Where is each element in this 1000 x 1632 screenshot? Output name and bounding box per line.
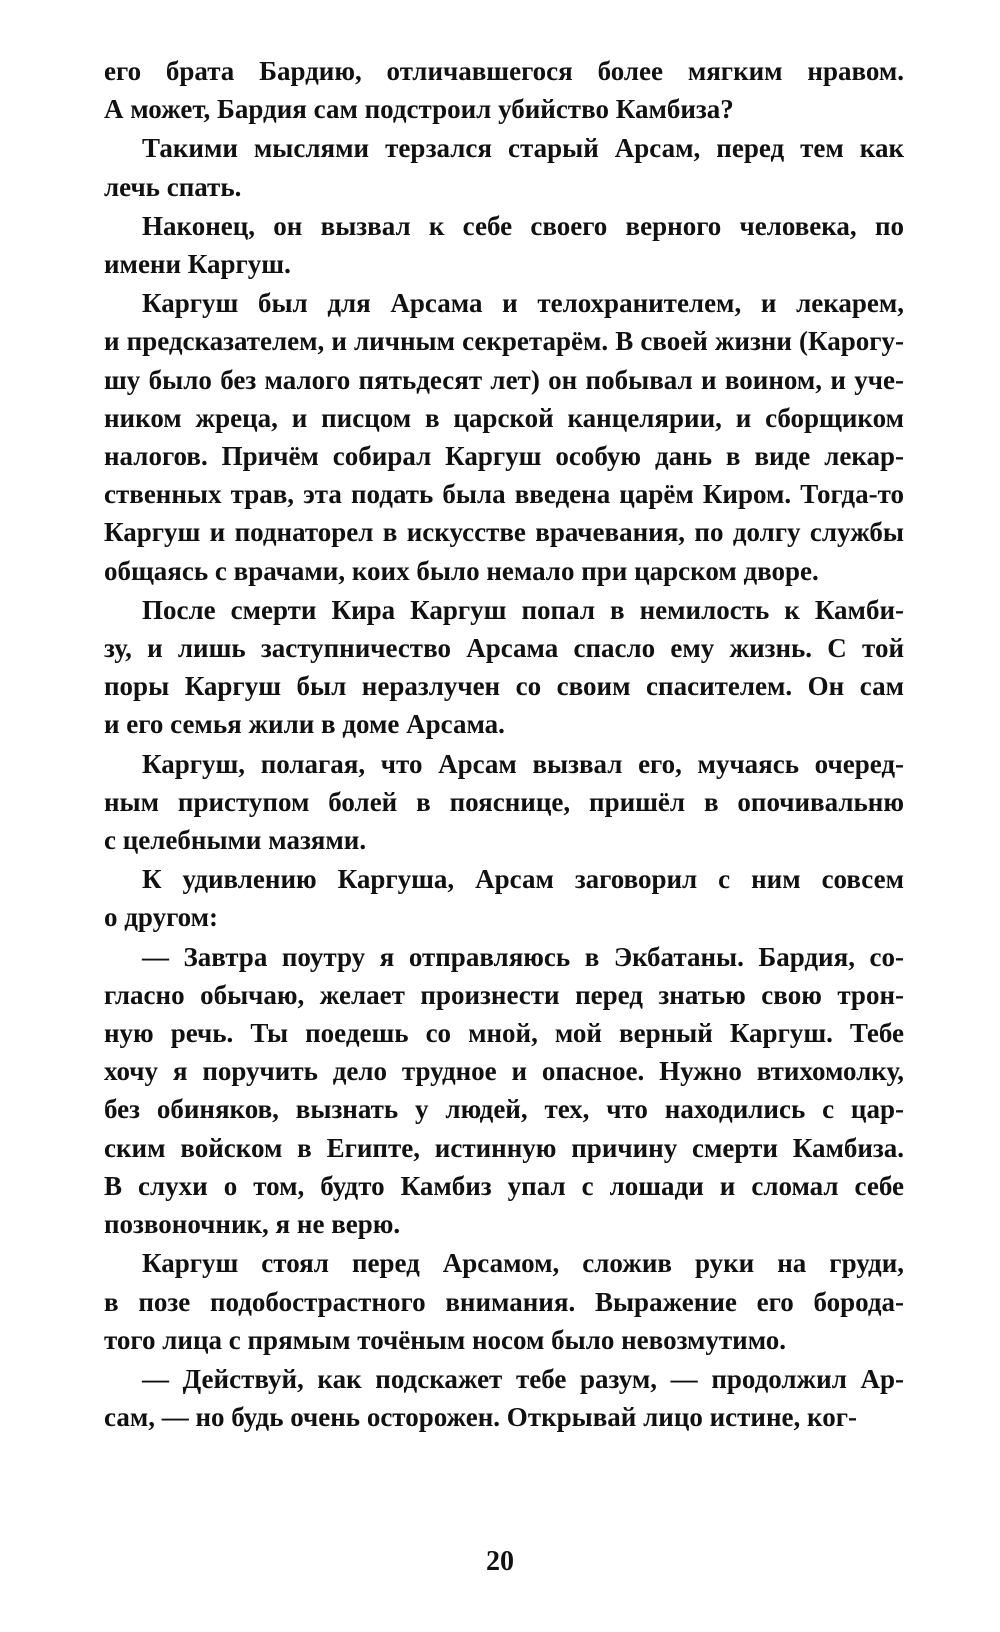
paragraph (104, 52, 904, 128)
text-line: А может, Бардия сам подстроил убийство Камбиза? (104, 94, 734, 125)
text-line: ником жреца, и писцом в царской канцелярии, и сборщиком (104, 402, 904, 433)
text-line: поры Каргуш был неразлучен со своим спасителем. Он сам (104, 671, 904, 702)
text-line: ным приступом болей в пояснице, пришёл в опочивальню (104, 786, 904, 817)
text-line: лечь спать. (104, 171, 242, 202)
paragraph (104, 1360, 904, 1436)
text-line: В слухи о том, будто Камбиз упал с лошади и сломал себе (104, 1170, 904, 1201)
paragraph (104, 591, 904, 744)
text-line: имени Каргуш. (104, 249, 291, 280)
text-line: Такими мыслями терзался старый Арсам, перед тем как (142, 133, 904, 164)
text-line: общаясь с врачами, коих было немало при царском дворе. (104, 555, 819, 586)
text-line: с целебными мазями. (104, 825, 367, 856)
text-line: и предсказателем, и личным секретарём. В своей жизни (Карогу- (104, 326, 904, 357)
paragraph (104, 938, 904, 1244)
text-line: — Завтра поутру я отправляюсь в Экбатаны. Бардия, со- (142, 941, 904, 972)
text-line: в позе подобострастного внимания. Выражение его борода- (104, 1286, 904, 1317)
paragraph (104, 860, 904, 936)
paragraph (104, 284, 904, 590)
page-number: 20 (486, 1546, 514, 1577)
text-line: гласно обычаю, желает произнести перед знатью свою трон- (104, 979, 904, 1010)
page-text (104, 52, 904, 1436)
paragraph (104, 1244, 904, 1359)
paragraph (104, 207, 904, 283)
text-line: о другом: (104, 902, 219, 933)
text-line: его брата Бардию, отличавшегося более мягким нравом. (104, 56, 904, 86)
text-line: — Действуй, как подскажет тебе разум, — продолжил Ар- (142, 1363, 904, 1394)
text-line: и его семья жили в доме Арсама. (104, 709, 505, 740)
text-line: без обиняков, вызнать у людей, тех, что находились с цар- (104, 1094, 904, 1125)
text-line: После смерти Кира Каргуш попал в немилость к Камби- (142, 594, 904, 625)
text-line: ную речь. Ты поедешь со мной, мой верный Каргуш. Тебе (104, 1018, 904, 1049)
text-line: того лица с прямым точёным носом было невозмутимо. (104, 1324, 787, 1355)
text-line: позвоночник, я не верю. (104, 1209, 401, 1240)
text-line: налогов. Причём собирал Каргуш особую дань в виде лекар- (104, 441, 904, 472)
text-line: ственных трав, эта подать была введена царём Киром. Тогда-то (104, 479, 904, 510)
text-line: Каргуш, полагая, что Арсам вызвал его, мучаясь очеред- (142, 748, 904, 779)
paragraph (104, 129, 904, 205)
book-page (104, 52, 904, 1436)
text-line: Каргуш был для Арсама и телохранителем, и лекарем, (142, 288, 904, 319)
text-line: Каргуш и поднаторел в искусстве врачевания, по долгу службы (104, 517, 904, 548)
text-line: Наконец, он вызвал к себе своего верного человека, по (142, 210, 904, 241)
text-line: шу было без малого пятьдесят лет) он побывал и воином, и уче- (104, 364, 904, 395)
paragraph (104, 745, 904, 860)
text-line: К удивлению Каргуша, Арсам заговорил с ним совсем (142, 864, 904, 895)
text-line: ским войском в Египте, истинную причину смерти Камбиза. (104, 1132, 904, 1163)
text-line: сам, — но будь очень осторожен. Открывай лицо истине, ког- (104, 1402, 857, 1433)
text-line: хочу я поручить дело трудное и опасное. Нужно втихомолку, (104, 1056, 904, 1087)
text-line: Каргуш стоял перед Арсамом, сложив руки на груди, (142, 1248, 904, 1279)
text-line: зу, и лишь заступничество Арсама спасло ему жизнь. С той (104, 633, 904, 664)
